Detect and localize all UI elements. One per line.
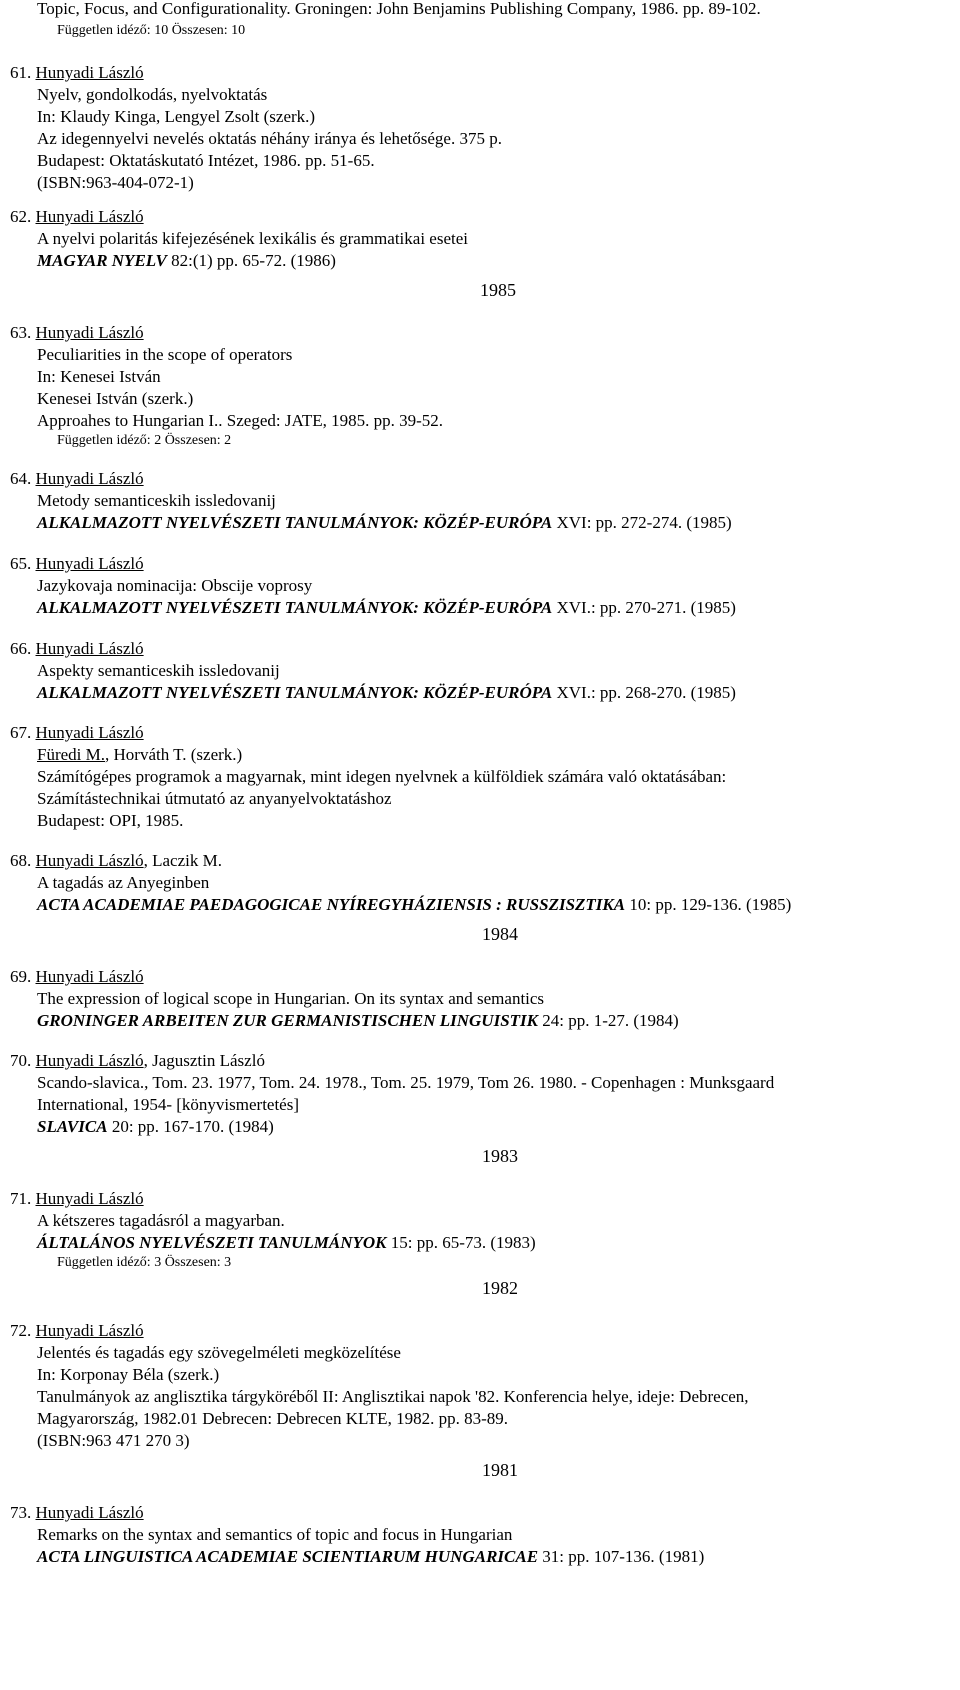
entry-70-line1 — [10, 1050, 265, 1072]
citation-count: Független idéző: 2 Összesen: 2 — [57, 433, 232, 448]
author-link[interactable]: Hunyadi László — [35, 723, 144, 742]
author-link[interactable]: Hunyadi László — [35, 63, 144, 82]
entry-number: 65. — [10, 554, 32, 573]
entry-62-journal-line — [37, 250, 336, 272]
journal-details: 10: pp. 129-136. (1985) — [625, 895, 792, 914]
journal-details: 31: pp. 107-136. (1981) — [538, 1547, 705, 1566]
author-link[interactable]: Hunyadi László — [35, 1321, 144, 1340]
entry-69-journal-line — [37, 1010, 679, 1032]
entry-66-title: Aspekty semanticeskih issledovanij — [37, 661, 280, 680]
entry-73-journal-line — [37, 1546, 704, 1568]
journal-details: XVI.: pp. 268-270. (1985) — [552, 683, 736, 702]
entry-72-line1 — [10, 1320, 144, 1342]
year-heading: 1984 — [482, 924, 518, 944]
journal-details: XVI: pp. 272-274. (1985) — [552, 513, 732, 532]
entry-62-line1 — [10, 206, 144, 228]
author-link[interactable]: Hunyadi László — [35, 967, 144, 986]
journal-name: ÁLTALÁNOS NYELVÉSZETI TANULMÁNYOK — [37, 1233, 387, 1252]
entry-number: 70. — [10, 1051, 32, 1070]
entry-70-journal-line — [37, 1116, 274, 1138]
entry-67-subtitle: Számítástechnikai útmutató az anyanyelvoktatáshoz — [37, 789, 392, 808]
author-link[interactable]: Hunyadi László — [35, 1189, 144, 1208]
journal-name: ALKALMAZOTT NYELVÉSZETI TANULMÁNYOK: KÖZÉP-EURÓPA — [37, 513, 553, 532]
entry-61-book: Az idegennyelvi nevelés oktatás néhány iránya és lehetősége. 375 p. — [37, 129, 502, 148]
year-heading: 1983 — [482, 1146, 518, 1166]
entry-72-book: Tanulmányok az anglisztika tárgyköréből II: Anglisztikai napok '82. Konferencia helye, ideje: Debrecen, — [37, 1387, 749, 1406]
entry-72-title: Jelentés és tagadás egy szövegelméleti megközelítése — [37, 1343, 401, 1362]
entry-67-editors — [37, 744, 242, 766]
journal-name: GRONINGER ARBEITEN ZUR GERMANISTISCHEN LINGUISTIK — [37, 1011, 538, 1030]
entry-68-title: A tagadás az Anyeginben — [37, 873, 210, 892]
entry-64-title: Metody semanticeskih issledovanij — [37, 491, 276, 510]
entry-61-publisher: Budapest: Oktatáskutató Intézet, 1986. pp. 51-65. — [37, 151, 375, 170]
entry-number: 63. — [10, 323, 32, 342]
entry-70-title-cont: International, 1954- [könyvismertetés] — [37, 1095, 300, 1114]
coauthors: , Laczik M. — [143, 851, 222, 870]
journal-name: ALKALMAZOTT NYELVÉSZETI TANULMÁNYOK: KÖZÉP-EURÓPA — [37, 598, 553, 617]
entry-67-publisher: Budapest: OPI, 1985. — [37, 811, 184, 830]
year-heading: 1982 — [482, 1278, 518, 1298]
journal-details: XVI.: pp. 270-271. (1985) — [552, 598, 736, 617]
entry-continuation-line: Topic, Focus, and Configurationality. Groningen: John Benjamins Publishing Company, 1986. pp. 89-102. — [37, 0, 761, 18]
entry-number: 72. — [10, 1321, 32, 1340]
entry-63-in: In: Kenesei István — [37, 367, 161, 386]
entry-66-line1 — [10, 638, 144, 660]
entry-65-title: Jazykovaja nominacija: Obscije voprosy — [37, 576, 313, 595]
entry-67-title: Számítógépes programok a magyarnak, mint idegen nyelvnek a külföldiek számára való oktatásában: — [37, 767, 727, 786]
entry-number: 73. — [10, 1503, 32, 1522]
entry-65-line1 — [10, 553, 144, 575]
journal-details: 24: pp. 1-27. (1984) — [538, 1011, 679, 1030]
entry-61-isbn: (ISBN:963-404-072-1) — [37, 173, 194, 192]
author-link[interactable]: Hunyadi László — [35, 1051, 144, 1070]
entry-63-title: Peculiarities in the scope of operators — [37, 345, 293, 364]
entry-68-line1 — [10, 850, 222, 872]
entry-number: 66. — [10, 639, 32, 658]
entry-70-title: Scando-slavica., Tom. 23. 1977, Tom. 24. 1978., Tom. 25. 1979, Tom 26. 1980. - Copenhagen : Munksgaard — [37, 1073, 775, 1092]
entry-71-journal-line — [37, 1232, 536, 1254]
entry-number: 61. — [10, 63, 32, 82]
journal-details: 15: pp. 65-73. (1983) — [386, 1233, 536, 1252]
entry-71-title: A kétszeres tagadásról a magyarban. — [37, 1211, 285, 1230]
entry-69-title: The expression of logical scope in Hungarian. On its syntax and semantics — [37, 989, 545, 1008]
entry-73-title: Remarks on the syntax and semantics of topic and focus in Hungarian — [37, 1525, 513, 1544]
entry-72-publisher: Magyarország, 1982.01 Debrecen: Debrecen KLTE, 1982. pp. 83-89. — [37, 1409, 508, 1428]
journal-name: ALKALMAZOTT NYELVÉSZETI TANULMÁNYOK: KÖZÉP-EURÓPA — [37, 683, 553, 702]
entry-61-line1 — [10, 62, 144, 84]
author-link[interactable]: Hunyadi László — [35, 554, 144, 573]
entry-62-title: A nyelvi polaritás kifejezésének lexikális és grammatikai esetei — [37, 229, 468, 248]
entry-72-editors: In: Korponay Béla (szerk.) — [37, 1365, 220, 1384]
year-heading: 1981 — [482, 1460, 518, 1480]
entry-61-editors: In: Klaudy Kinga, Lengyel Zsolt (szerk.) — [37, 107, 316, 126]
entry-64-line1 — [10, 468, 144, 490]
entry-number: 62. — [10, 207, 32, 226]
author-link[interactable]: Hunyadi László — [35, 207, 144, 226]
citation-count: Független idéző: 10 Összesen: 10 — [57, 23, 246, 38]
entry-number: 71. — [10, 1189, 32, 1208]
entry-63-publisher: Approahes to Hungarian I.. Szeged: JATE, 1985. pp. 39-52. — [37, 411, 444, 430]
citation-count: Független idéző: 3 Összesen: 3 — [57, 1255, 232, 1270]
coauthor-link[interactable]: Füredi M. — [37, 745, 105, 764]
journal-name: ACTA ACADEMIAE PAEDAGOGICAE NYÍREGYHÁZIENSIS : RUSSZISZTIKA — [37, 895, 626, 914]
entry-66-journal-line — [37, 682, 736, 704]
entry-number: 68. — [10, 851, 32, 870]
author-link[interactable]: Hunyadi László — [35, 851, 144, 870]
author-link[interactable]: Hunyadi László — [35, 469, 144, 488]
journal-details: 82:(1) pp. 65-72. (1986) — [166, 251, 336, 270]
coauthors: , Jaguszti​n László — [143, 1051, 265, 1070]
entry-63-editor: Kenesei István (szerk.) — [37, 389, 194, 408]
entry-number: 64. — [10, 469, 32, 488]
entry-72-isbn: (ISBN:963 471 270 3) — [37, 1431, 190, 1450]
entry-number: 69. — [10, 967, 32, 986]
entry-64-journal-line — [37, 512, 732, 534]
year-heading: 1985 — [480, 280, 516, 300]
journal-name: MAGYAR NYELV — [37, 251, 167, 270]
entry-73-line1 — [10, 1502, 144, 1524]
entry-71-line1 — [10, 1188, 144, 1210]
author-link[interactable]: Hunyadi László — [35, 323, 144, 342]
author-link[interactable]: Hunyadi László — [35, 1503, 144, 1522]
entry-61-title: Nyelv, gondolkodás, nyelvoktatás — [37, 85, 268, 104]
entry-65-journal-line — [37, 597, 736, 619]
entry-68-journal-line — [37, 894, 791, 916]
author-link[interactable]: Hunyadi László — [35, 639, 144, 658]
entry-number: 67. — [10, 723, 32, 742]
journal-name: ACTA LINGUISTICA ACADEMIAE SCIENTIARUM HUNGARICAE — [37, 1547, 539, 1566]
entry-69-line1 — [10, 966, 144, 988]
editors-rest: , Horváth T. (szerk.) — [105, 745, 243, 764]
journal-details: 20: pp. 167-170. (1984) — [107, 1117, 274, 1136]
entry-63-line1 — [10, 322, 144, 344]
journal-name: SLAVICA — [37, 1117, 108, 1136]
entry-67-line1 — [10, 722, 144, 744]
